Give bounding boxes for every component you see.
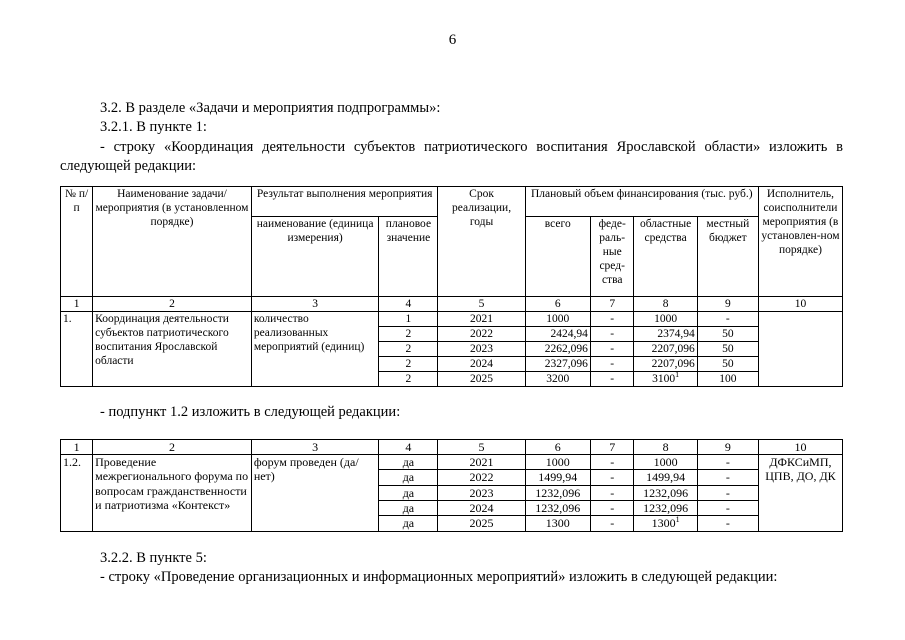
col-number: 7 [590,440,634,455]
total: 3200 [525,372,590,387]
row-num: 1. [61,312,93,387]
year: 2021 [438,312,525,327]
header-finance: Плановый объем финансирования (тыс. руб.) [525,187,758,217]
regional: 1499,94 [634,470,697,485]
header-regional: областные средства [634,217,697,297]
col-number: 6 [525,297,590,312]
local: - [697,312,758,327]
header-task: Наименование задачи/мероприятия (в установленном порядке) [93,187,252,297]
plan-value: 2 [379,372,438,387]
plan-value: да [379,485,438,500]
footnote-marker: 1 [675,370,680,380]
total: 1000 [525,312,590,327]
point-heading: 3.2.1. В пункте 1: [100,119,207,135]
column-number-row [61,297,843,312]
col-number: 5 [438,440,525,455]
total: 1300 [525,516,590,532]
total: 2262,096 [525,342,590,357]
col-number: 5 [438,297,525,312]
regional: 2374,94 [634,327,697,342]
col-number: 2 [93,440,252,455]
section-heading: 3.2. В разделе «Задачи и мероприятия подпрограммы»: [100,100,441,116]
regional: 1232,096 [634,485,697,500]
plan-value: да [379,455,438,470]
local: 50 [697,357,758,372]
local: 50 [697,327,758,342]
header-term: Срок реализации, годы [438,187,525,297]
total: 2327,096 [525,357,590,372]
federal: - [590,342,634,357]
table-coordination [60,186,843,387]
plan-value: 1 [379,312,438,327]
local: - [697,485,758,500]
row-executor [758,312,842,387]
year: 2023 [438,485,525,500]
regional: 3100$^1$ [634,372,697,387]
col-number: 3 [251,440,379,455]
plan-value: да [379,470,438,485]
year: 2021 [438,455,525,470]
header-local: местный бюджет [697,217,758,297]
header-executor: Исполнитель, соисполнители мероприятия (в установлен-ном порядке) [758,187,842,297]
col-number: 4 [379,440,438,455]
year: 2024 [438,500,525,515]
row-executor: ДФКСиМП, ЦПВ, ДО, ДК [758,455,842,532]
total: 1232,096 [525,500,590,515]
table-forum [60,439,843,532]
footnote-marker: 1 [675,515,680,525]
year: 2023 [438,342,525,357]
federal: - [590,312,634,327]
col-number: 9 [697,440,758,455]
col-number: 4 [379,297,438,312]
col-number: 6 [525,440,590,455]
year: 2022 [438,327,525,342]
year: 2022 [438,470,525,485]
plan-value: да [379,516,438,532]
subpoint-instruction: - подпункт 1.2 изложить в следующей редакции: [100,404,401,420]
regional: 1300$^1$ [634,516,697,532]
col-number: 3 [251,297,379,312]
plan-value: 2 [379,327,438,342]
col-number: 1 [61,440,93,455]
row-result: форум проведен (да/нет) [251,455,379,532]
regional: 2207,096 [634,342,697,357]
row-task: Проведение межрегионального форума по вопросам гражданственности и патриотизма «Контекст» [93,455,252,532]
year: 2025 [438,516,525,532]
year: 2025 [438,372,525,387]
total: 2424,94 [525,327,590,342]
regional: 1232,096 [634,500,697,515]
header-total: всего [525,217,590,297]
total: 1232,096 [525,485,590,500]
federal: - [590,357,634,372]
regional: 1000 [634,455,697,470]
col-number: 9 [697,297,758,312]
col-number: 8 [634,440,697,455]
page-number: 6 [448,32,457,48]
regional: 2207,096 [634,357,697,372]
plan-value: да [379,500,438,515]
federal: - [590,455,634,470]
header-result-name: наименование (единица измерения) [251,217,379,297]
federal: - [590,372,634,387]
col-number: 1 [61,297,93,312]
col-number: 10 [758,297,842,312]
federal: - [590,485,634,500]
local: 100 [697,372,758,387]
plan-value: 2 [379,342,438,357]
year: 2024 [438,357,525,372]
point5-heading: 3.2.2. В пункте 5: [100,550,207,566]
header-result: Результат выполнения мероприятия [251,187,438,217]
plan-value: 2 [379,357,438,372]
local: - [697,516,758,532]
total: 1000 [525,455,590,470]
row-result: количество реализованных мероприятий (единиц) [251,312,379,387]
col-number: 10 [758,440,842,455]
row-task: Координация деятельности субъектов патриотического воспитания Ярославской области [93,312,252,387]
local: 50 [697,342,758,357]
header-result-plan: плановое значение [379,217,438,297]
local: - [697,500,758,515]
local: - [697,455,758,470]
header-num: № п/п [61,187,93,297]
federal: - [590,470,634,485]
col-number: 7 [590,297,634,312]
col-number: 2 [93,297,252,312]
instruction-paragraph: - строку «Координация деятельности субъектов патриотического воспитания Ярославской области» изложить в следующей редакции: [60,139,843,174]
table-row [61,312,843,327]
federal: - [590,327,634,342]
col-number: 8 [634,297,697,312]
federal: - [590,516,634,532]
point5-instruction: - строку «Проведение организационных и информационных мероприятий» изложить в следующей редакции: [100,569,778,585]
row-num: 1.2. [61,455,93,532]
header-federal: феде-раль-ные сред-ства [590,217,634,297]
regional: 1000 [634,312,697,327]
federal: - [590,500,634,515]
table-row [61,455,843,470]
total: 1499,94 [525,470,590,485]
column-number-row [61,440,843,455]
local: - [697,470,758,485]
